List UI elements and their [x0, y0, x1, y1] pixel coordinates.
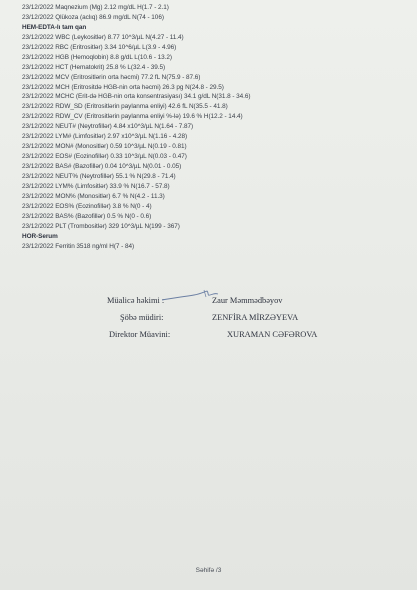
signature-block: [0, 292, 417, 362]
result-line-eos-pct: 23/12/2022 EOS% (Eozinofillər) 3.8 % N(0 - 4): [22, 202, 152, 210]
result-line-mon-abs: 23/12/2022 MON# (Monositlər) 0.59 10^3/µL N(0.19 - 0.81): [22, 143, 187, 151]
doctor-label: Müalicə həkimi :: [107, 296, 165, 305]
result-line-lym-pct: 23/12/2022 LYM% (Limfositlər) 33.9 % N(16.7 - 57.8): [22, 182, 170, 190]
result-line-mchc: 23/12/2022 MCHC (Erit-də HGB-nin orta konsentrasiyası) 34.1 g/dL N(31.8 - 34.6): [22, 93, 251, 101]
dept-name: ZENFİRA MİRZƏYEVA: [212, 313, 299, 322]
result-line-bas-pct: 23/12/2022 BAS% (Bazofillər) 0.5 % N(0 - 0.6): [22, 212, 152, 220]
signature-row-dept: [0, 313, 417, 327]
result-line-plt: 23/12/2022 PLT (Trombositlər) 329 10^3/µL N(199 - 367): [22, 222, 180, 230]
result-line-rdw-sd: 23/12/2022 RDW_SD (Eritrositlərin paylanma enliyi) 42.6 fL N(35.5 - 41.8): [22, 103, 228, 111]
result-line-eos-abs: 23/12/2022 EOS# (Eozinofillər) 0.33 10^3/µL N(0.03 - 0.47): [22, 153, 187, 161]
director-name: XURAMAN CƏFƏROVA: [227, 330, 318, 339]
result-line-rdw-cv: 23/12/2022 RDW_CV (Eritrositlərin paylanma enliyi %-lə) 19.6 % H(12.2 - 14.4): [22, 113, 243, 121]
director-label: Direktor Müavini:: [109, 330, 171, 339]
page-number: Səhifə /3: [195, 567, 222, 574]
result-line-ferritin: 23/12/2022 Ferritin 3518 ng/ml H(7 - 84): [22, 242, 135, 250]
handwritten-signature: [160, 288, 220, 304]
doctor-name: Zaur Məmmədbəyov: [212, 296, 283, 305]
section-heading-hem-edta: HEM-EDTA-lı tam qan: [22, 23, 87, 31]
result-line-hgb: 23/12/2022 HGB (Hemoqlobin) 8.8 g/dL L(10.6 - 13.2): [22, 53, 172, 61]
result-line-neut-abs: 23/12/2022 NEUT# (Neytrofillər) 4.84 x10^3/µL N(1.64 - 7.87): [22, 123, 194, 131]
result-line-lym-abs: 23/12/2022 LYM# (Limfositlər) 2.97 x10^3/µL N(1.16 - 4.28): [22, 133, 188, 141]
result-line-neut-pct: 23/12/2022 NEUT% (Neytrofillər) 55.1 % N(29.8 - 71.4): [22, 172, 176, 180]
signature-row-doctor: [0, 296, 417, 310]
result-line-bas-abs: 23/12/2022 BAS# (Bazofillər) 0.04 10^3/µL N(0.01 - 0.05): [22, 163, 182, 170]
result-line-magnesium: 23/12/2022 Maqnezium (Mg) 2.12 mg/dL H(1.7 - 2.1): [22, 4, 169, 11]
result-line-wbc: 23/12/2022 WBC (Leykositlər) 8.77 10^3/µL N(4.27 - 11.4): [22, 33, 184, 41]
section-heading-hor-serum: HOR-Serum: [22, 232, 58, 240]
result-line-mch: 23/12/2022 MCH (Eritrositdə HGB-nin orta həcmi) 26.3 pg N(24.8 - 29.5): [22, 83, 224, 91]
result-line-mcv: 23/12/2022 MCV (Eritrositlərin orta həcmi) 77.2 fL N(75.9 - 87.6): [22, 73, 201, 81]
dept-label: Şöbə müdiri:: [120, 313, 164, 322]
results-list: [22, 3, 407, 251]
signature-row-director: [0, 330, 417, 344]
result-line-hct: 23/12/2022 HCT (Hematokrit) 25.8 % L(32.4 - 39.5): [22, 63, 166, 71]
result-line-glucose: 23/12/2022 Qlükoza (aclıq) 86.9 mg/dL N(74 - 106): [22, 13, 164, 21]
result-line-rbc: 23/12/2022 RBC (Eritrositlər) 3.34 10^6/µL L(3.9 - 4.96): [22, 43, 177, 51]
result-line-mon-pct: 23/12/2022 MON% (Monositlər) 6.7 % N(4.2 - 11.3): [22, 192, 165, 200]
